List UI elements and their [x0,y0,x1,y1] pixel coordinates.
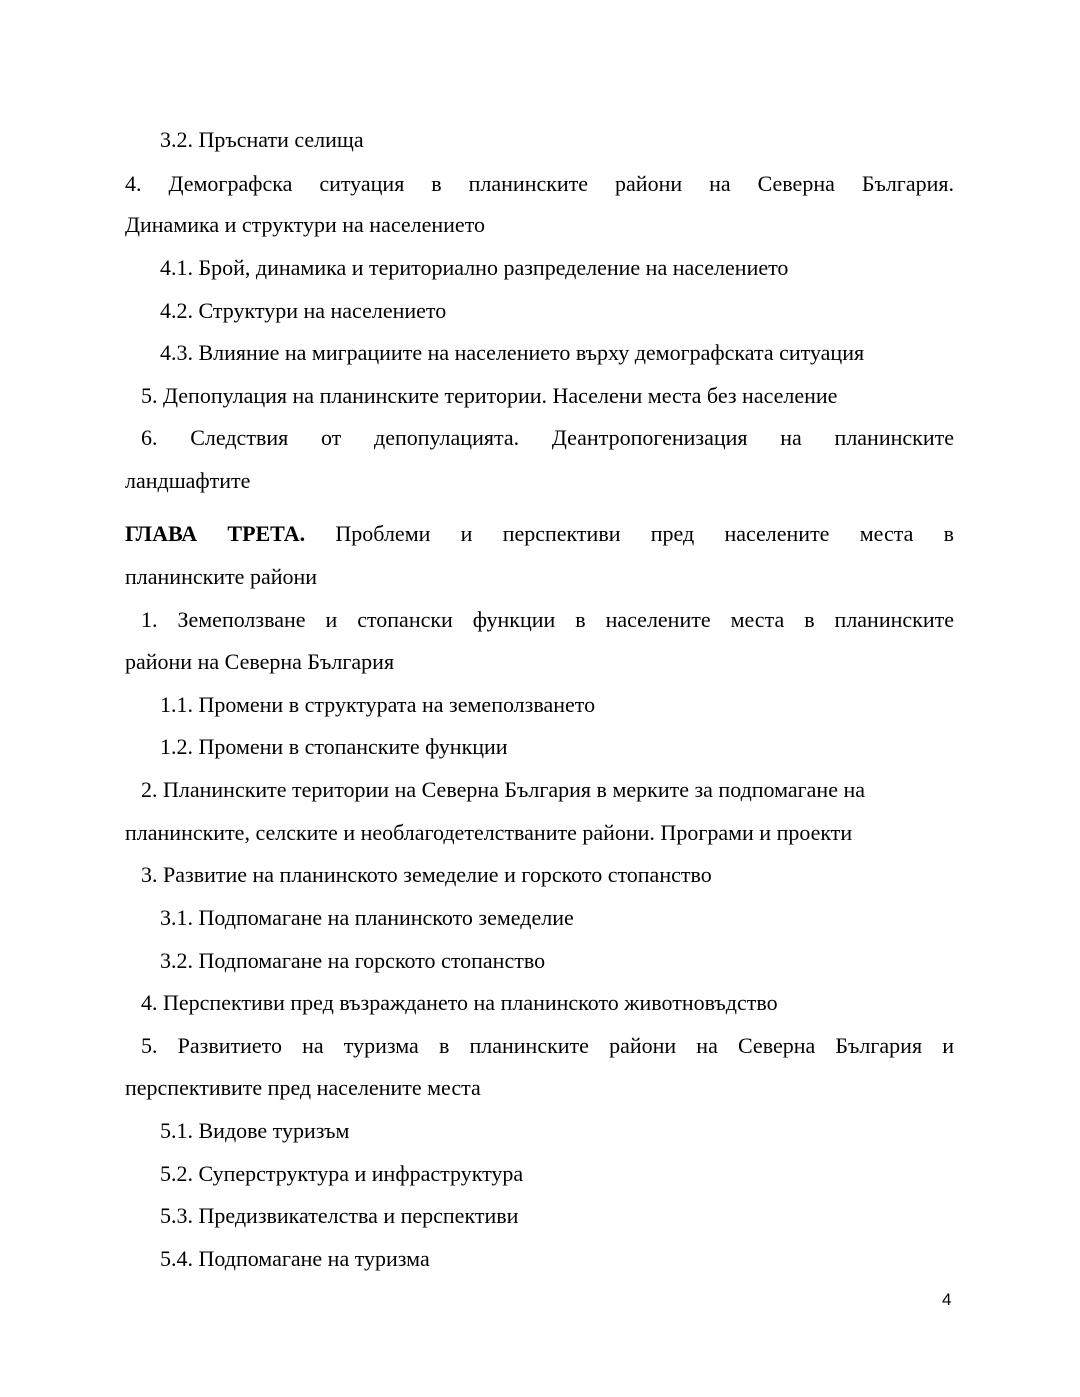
toc-entry-c5-4: 5.4. Подпомагане на туризма [160,1246,430,1271]
toc-entry-4-3: 4.3. Влияние на миграциите на населението върху демографската ситуация [160,340,865,365]
toc-entry-c2-line2: планинските, селските и необлагодетелстваните райони. Програми и проекти [125,820,853,845]
toc-entry-c1-2: 1.2. Промени в стопанските функции [160,734,508,759]
chapter-three-title-line2: планинските райони [125,564,318,589]
toc-entry-c1-1: 1.1. Промени в структурата на земеползването [160,692,596,717]
toc-entry-c5-1: 5.1. Видове туризъм [160,1118,350,1143]
chapter-three-heading [125,519,954,549]
toc-entry-3-2: 3.2. Пръснати селища [160,127,364,152]
page-number: 4 [942,1290,952,1309]
toc-entry-c5-line2: перспективите пред населените места [125,1075,481,1100]
toc-entry-c1-line2: райони на Северна България [125,649,395,674]
toc-entry-4-1: 4.1. Брой, динамика и териториално разпределение на населението [160,255,789,280]
toc-entry-5: 5. Депопулация на планинските територии. Населени места без население [141,383,838,408]
toc-entry-c5-2: 5.2. Суперструктура и инфраструктура [160,1161,524,1186]
toc-entry-4-line2: Динамика и структури на населението [125,212,486,237]
toc-entry-4-2: 4.2. Структури на населението [160,298,447,323]
chapter-three-label: ГЛАВА ТРЕТА. [125,521,306,546]
toc-entry-c3-2: 3.2. Подпомагане на горското стопанство [160,948,546,973]
chapter-three-title: Проблеми и перспективи пред населените места в [335,521,955,546]
toc-entry-4-line1: 4. Демографска ситуация в планинските райони на Северна България. [125,171,954,196]
toc-entry-c5-line1: 5. Развитието на туризма в планинските райони на Северна България и [141,1033,954,1058]
toc-entry-c2-line1: 2. Планинските територии на Северна България в мерките за подпомагане на [141,777,866,802]
toc-entry-c1-line1: 1. Земеползване и стопански функции в населените места в планинските [141,607,954,632]
toc-entry-c3: 3. Развитие на планинското земеделие и горското стопанство [141,862,712,887]
toc-entry-c3-1: 3.1. Подпомагане на планинското земеделие [160,905,574,930]
toc-entry-c5-3: 5.3. Предизвикателства и перспективи [160,1203,519,1228]
toc-entry-c4: 4. Перспективи пред възраждането на планинското животновъдство [141,990,778,1015]
toc-entry-6-line1: 6. Следствия от депопулацията. Деантропогенизация на планинските [141,425,954,450]
toc-entry-6-line2: ландшафтите [125,468,251,493]
